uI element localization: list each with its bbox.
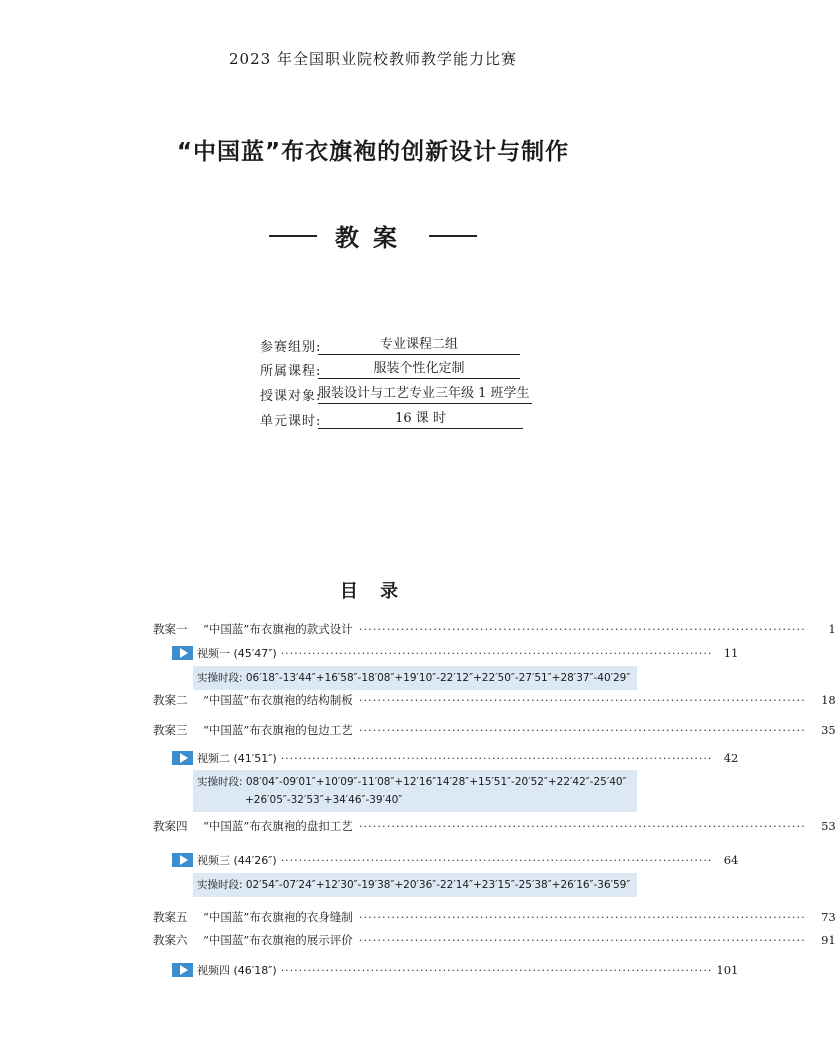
play-icon xyxy=(172,646,193,660)
toc-item-video2[interactable] xyxy=(172,749,739,767)
toc-title: 目 录 xyxy=(339,581,407,602)
video-label: 视频一 (45′47″) xyxy=(197,647,277,660)
toc-page: 53 xyxy=(821,819,836,833)
toc-page: 35 xyxy=(821,723,836,737)
toc-index: 教案一 xyxy=(153,622,188,636)
toc-item-plan5[interactable] xyxy=(153,908,836,926)
segment-text: 实操时段: 02′54″-07′24″+12′30″-19′38″+20′36″-22′14″+23′15″-25′38″+26′16″-36′59″ xyxy=(197,879,631,891)
toc-index: 教案三 xyxy=(153,723,188,737)
toc-index: 教案六 xyxy=(153,933,188,947)
document-title: “中国蓝”布衣旗袍的创新设计与制作 xyxy=(176,139,570,165)
toc-leader: ································································································ xyxy=(280,646,713,660)
video-label: 视频二 (41′51″) xyxy=(197,752,277,765)
video-label: 视频四 (46′18″) xyxy=(197,964,277,977)
toc-item-video3[interactable] xyxy=(172,851,739,869)
meta-row-audience xyxy=(260,385,532,404)
toc-index: 教案四 xyxy=(153,819,188,833)
meta-value: 服装个性化定制 xyxy=(318,360,520,379)
toc-page: 73 xyxy=(821,910,836,924)
toc-leader: ································································································ xyxy=(280,751,713,765)
practice-segment-1 xyxy=(193,666,637,690)
toc-item-plan3[interactable] xyxy=(153,721,836,739)
toc-leader: ································································································ xyxy=(280,853,713,867)
toc-page: 18 xyxy=(821,693,836,707)
meta-label: 所属课程: xyxy=(260,364,322,379)
toc-text: “中国蓝”布衣旗袍的衣身缝制 xyxy=(203,910,353,924)
toc-page: 11 xyxy=(723,646,739,660)
play-icon xyxy=(172,751,193,765)
meta-row-hours xyxy=(260,410,523,429)
toc-item-plan1[interactable] xyxy=(153,620,836,638)
toc-leader: ································································································ xyxy=(358,910,806,924)
toc-leader: ································································································ xyxy=(358,622,806,636)
toc-index: 教案五 xyxy=(153,910,188,924)
toc-text: “中国蓝”布衣旗袍的包边工艺 xyxy=(203,723,353,737)
toc-leader: ································································································ xyxy=(358,933,806,947)
plan-heading-rule-left xyxy=(269,235,317,237)
toc-page: 91 xyxy=(821,933,836,947)
meta-row-course xyxy=(260,360,520,379)
practice-segment-3 xyxy=(193,873,637,897)
segment-text: 实操时段: 06′18″-13′44″+16′58″-18′08″+19′10″-22′12″+22′50″-27′51″+28′37″-40′29″ xyxy=(197,672,631,684)
toc-leader: ································································································ xyxy=(358,723,806,737)
toc-leader: ································································································ xyxy=(358,693,806,707)
plan-heading-text: 教案 xyxy=(335,224,411,252)
meta-value: 16 课 时 xyxy=(318,410,523,429)
meta-value: 服装设计与工艺专业三年级 1 班学生 xyxy=(318,385,532,404)
toc-item-video1[interactable] xyxy=(172,644,739,662)
toc-page: 101 xyxy=(716,963,739,977)
play-icon xyxy=(172,963,193,977)
meta-row-group xyxy=(260,336,520,355)
play-icon xyxy=(172,853,193,867)
toc-text: “中国蓝”布衣旗袍的展示评价 xyxy=(203,933,353,947)
toc-text: “中国蓝”布衣旗袍的结构制板 xyxy=(203,693,353,707)
toc-item-video4[interactable] xyxy=(172,961,739,979)
video-label: 视频三 (44′26″) xyxy=(197,854,277,867)
toc-text: “中国蓝”布衣旗袍的款式设计 xyxy=(203,622,353,636)
segment-text-continued: +26′05″-32′53″+34′46″-39′40″ xyxy=(245,794,403,806)
meta-value: 专业课程二组 xyxy=(318,336,520,355)
toc-page: 64 xyxy=(723,853,739,867)
toc-leader: ································································································ xyxy=(280,963,713,977)
plan-heading xyxy=(0,218,746,253)
meta-label: 参赛组别: xyxy=(260,340,322,355)
meta-label: 单元课时: xyxy=(260,414,322,429)
meta-label: 授课对象: xyxy=(260,389,322,404)
toc-page: 42 xyxy=(723,751,739,765)
toc-leader: ································································································ xyxy=(358,819,806,833)
toc-item-plan4[interactable] xyxy=(153,817,836,835)
toc-page: 1 xyxy=(828,622,836,636)
segment-text: 实操时段: 08′04″-09′01″+10′09″-11′08″+12′16″14′28″+15′51″-20′52″+22′42″-25′40″ xyxy=(197,776,627,788)
toc-index: 教案二 xyxy=(153,693,188,707)
practice-segment-2 xyxy=(193,770,637,812)
toc-text: “中国蓝”布衣旗袍的盘扣工艺 xyxy=(203,819,353,833)
toc-item-plan6[interactable] xyxy=(153,931,836,949)
competition-header: 2023 年全国职业院校教师教学能力比赛 xyxy=(229,50,517,68)
plan-heading-rule-right xyxy=(429,235,477,237)
toc-item-plan2[interactable] xyxy=(153,691,836,709)
